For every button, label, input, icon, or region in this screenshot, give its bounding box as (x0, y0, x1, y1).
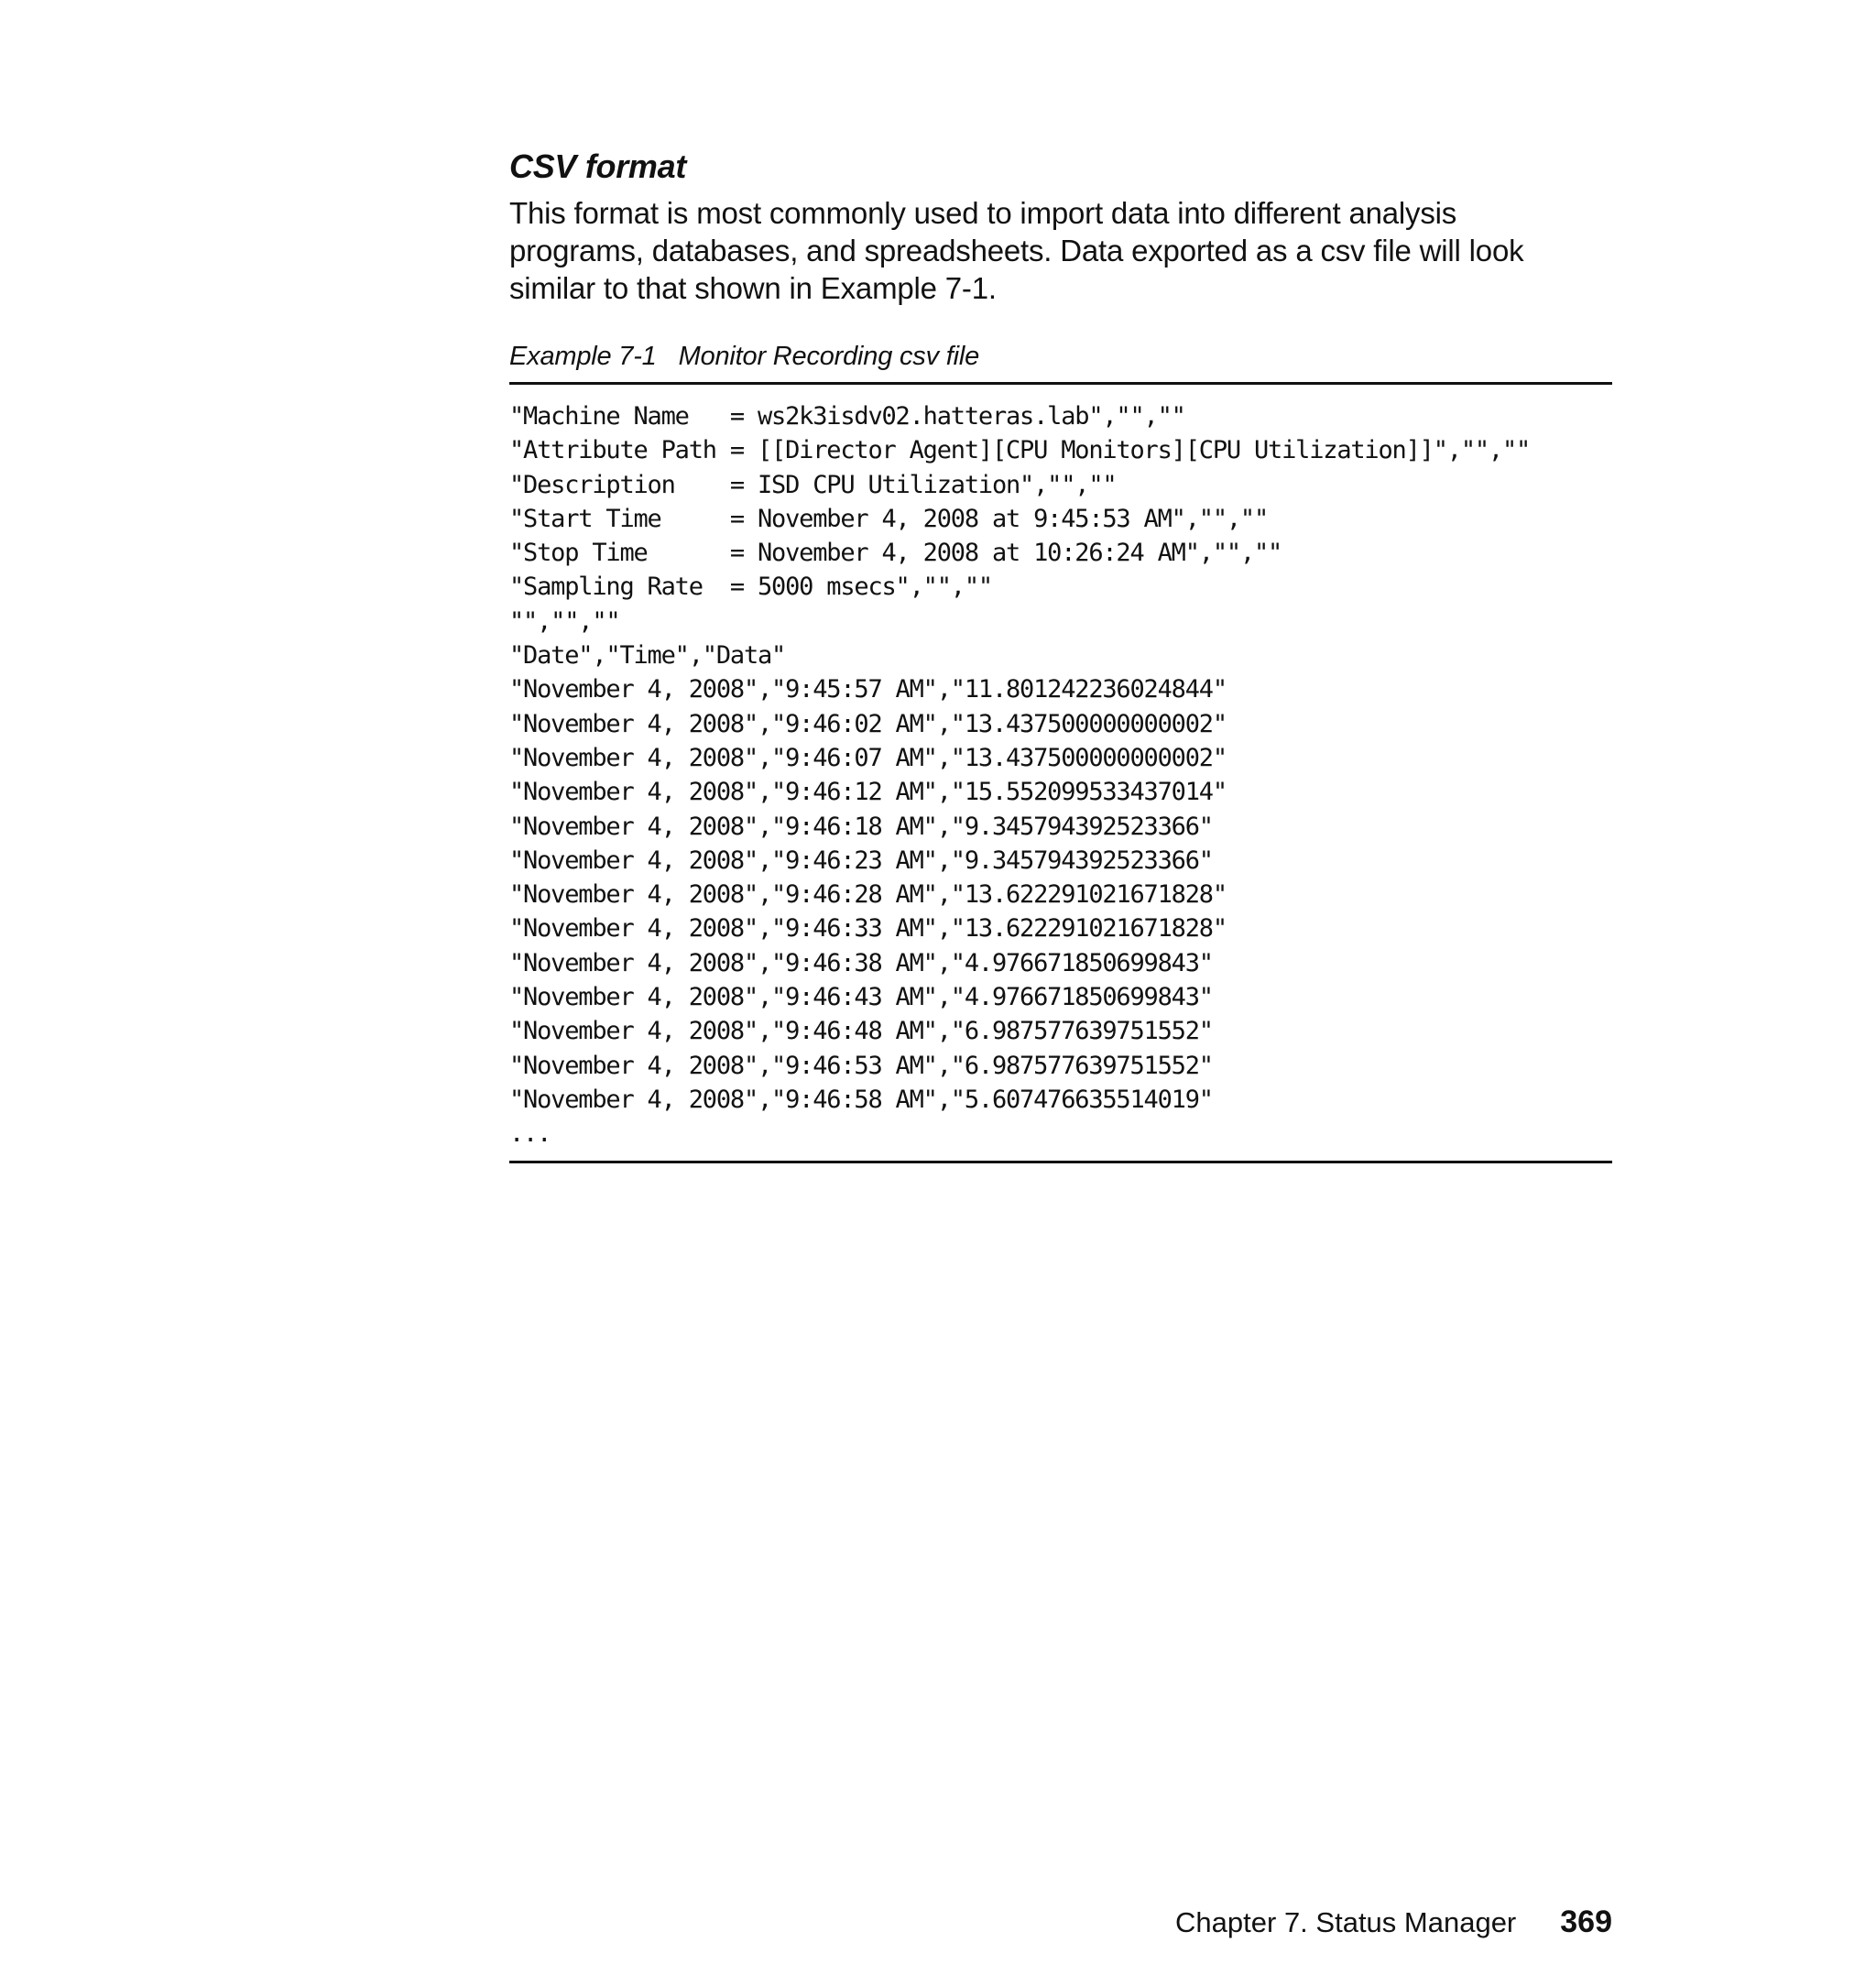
code-line: "November 4, 2008","9:46:53 AM","6.987577639751552" (509, 1051, 1213, 1080)
page-content (509, 145, 1612, 1163)
example-title: Monitor Recording csv file (678, 342, 980, 371)
code-line: "November 4, 2008","9:46:58 AM","5.607476635514019" (509, 1085, 1213, 1114)
example-number: Example 7-1 (509, 342, 657, 371)
code-line: "Attribute Path = [[Director Agent][CPU Monitors][CPU Utilization]]","","" (509, 436, 1531, 465)
code-line: "November 4, 2008","9:46:12 AM","15.552099533437014" (509, 778, 1227, 807)
body-paragraph (509, 194, 1612, 307)
code-line: "November 4, 2008","9:46:07 AM","13.437500000000002" (509, 743, 1227, 772)
example-caption (509, 340, 1612, 373)
code-line: "November 4, 2008","9:46:18 AM","9.345794392523366" (509, 812, 1213, 841)
code-line: "November 4, 2008","9:45:57 AM","11.801242236024844" (509, 675, 1227, 704)
code-line: "November 4, 2008","9:46:43 AM","4.976671850699843" (509, 983, 1213, 1012)
code-line: "","","" (509, 606, 620, 636)
example-code-block (509, 382, 1612, 1163)
page-number: 369 (1560, 1904, 1612, 1939)
code-line: ... (509, 1119, 551, 1149)
paragraph-line: This format is most commonly used to import data into different analysis (509, 196, 1457, 230)
code-line: "Date","Time","Data" (509, 641, 786, 671)
code-line: "Description = ISD CPU Utilization","","" (509, 470, 1117, 499)
code-line: "November 4, 2008","9:46:33 AM","13.622291021671828" (509, 914, 1227, 944)
code-line: "Start Time = November 4, 2008 at 9:45:53 AM","","" (509, 504, 1269, 533)
code-line: "Sampling Rate = 5000 msecs","","" (509, 573, 992, 602)
code-line: "November 4, 2008","9:46:23 AM","9.345794392523366" (509, 846, 1213, 875)
code-line: "Machine Name = ws2k3isdv02.hatteras.lab","","" (509, 402, 1185, 431)
code-line: "Stop Time = November 4, 2008 at 10:26:24 AM","","" (509, 539, 1282, 568)
code-line: "November 4, 2008","9:46:28 AM","13.622291021671828" (509, 880, 1227, 910)
code-line: "November 4, 2008","9:46:38 AM","4.976671850699843" (509, 948, 1213, 977)
chapter-title: Chapter 7. Status Manager (1175, 1906, 1517, 1938)
code-line: "November 4, 2008","9:46:48 AM","6.987577639751552" (509, 1017, 1213, 1046)
page-footer (1175, 1904, 1612, 1941)
code-line: "November 4, 2008","9:46:02 AM","13.437500000000002" (509, 709, 1227, 738)
paragraph-line: programs, databases, and spreadsheets. Data exported as a csv file will look (509, 234, 1524, 267)
section-heading: CSV format (509, 147, 687, 185)
paragraph-line: similar to that shown in Example 7-1. (509, 271, 997, 305)
